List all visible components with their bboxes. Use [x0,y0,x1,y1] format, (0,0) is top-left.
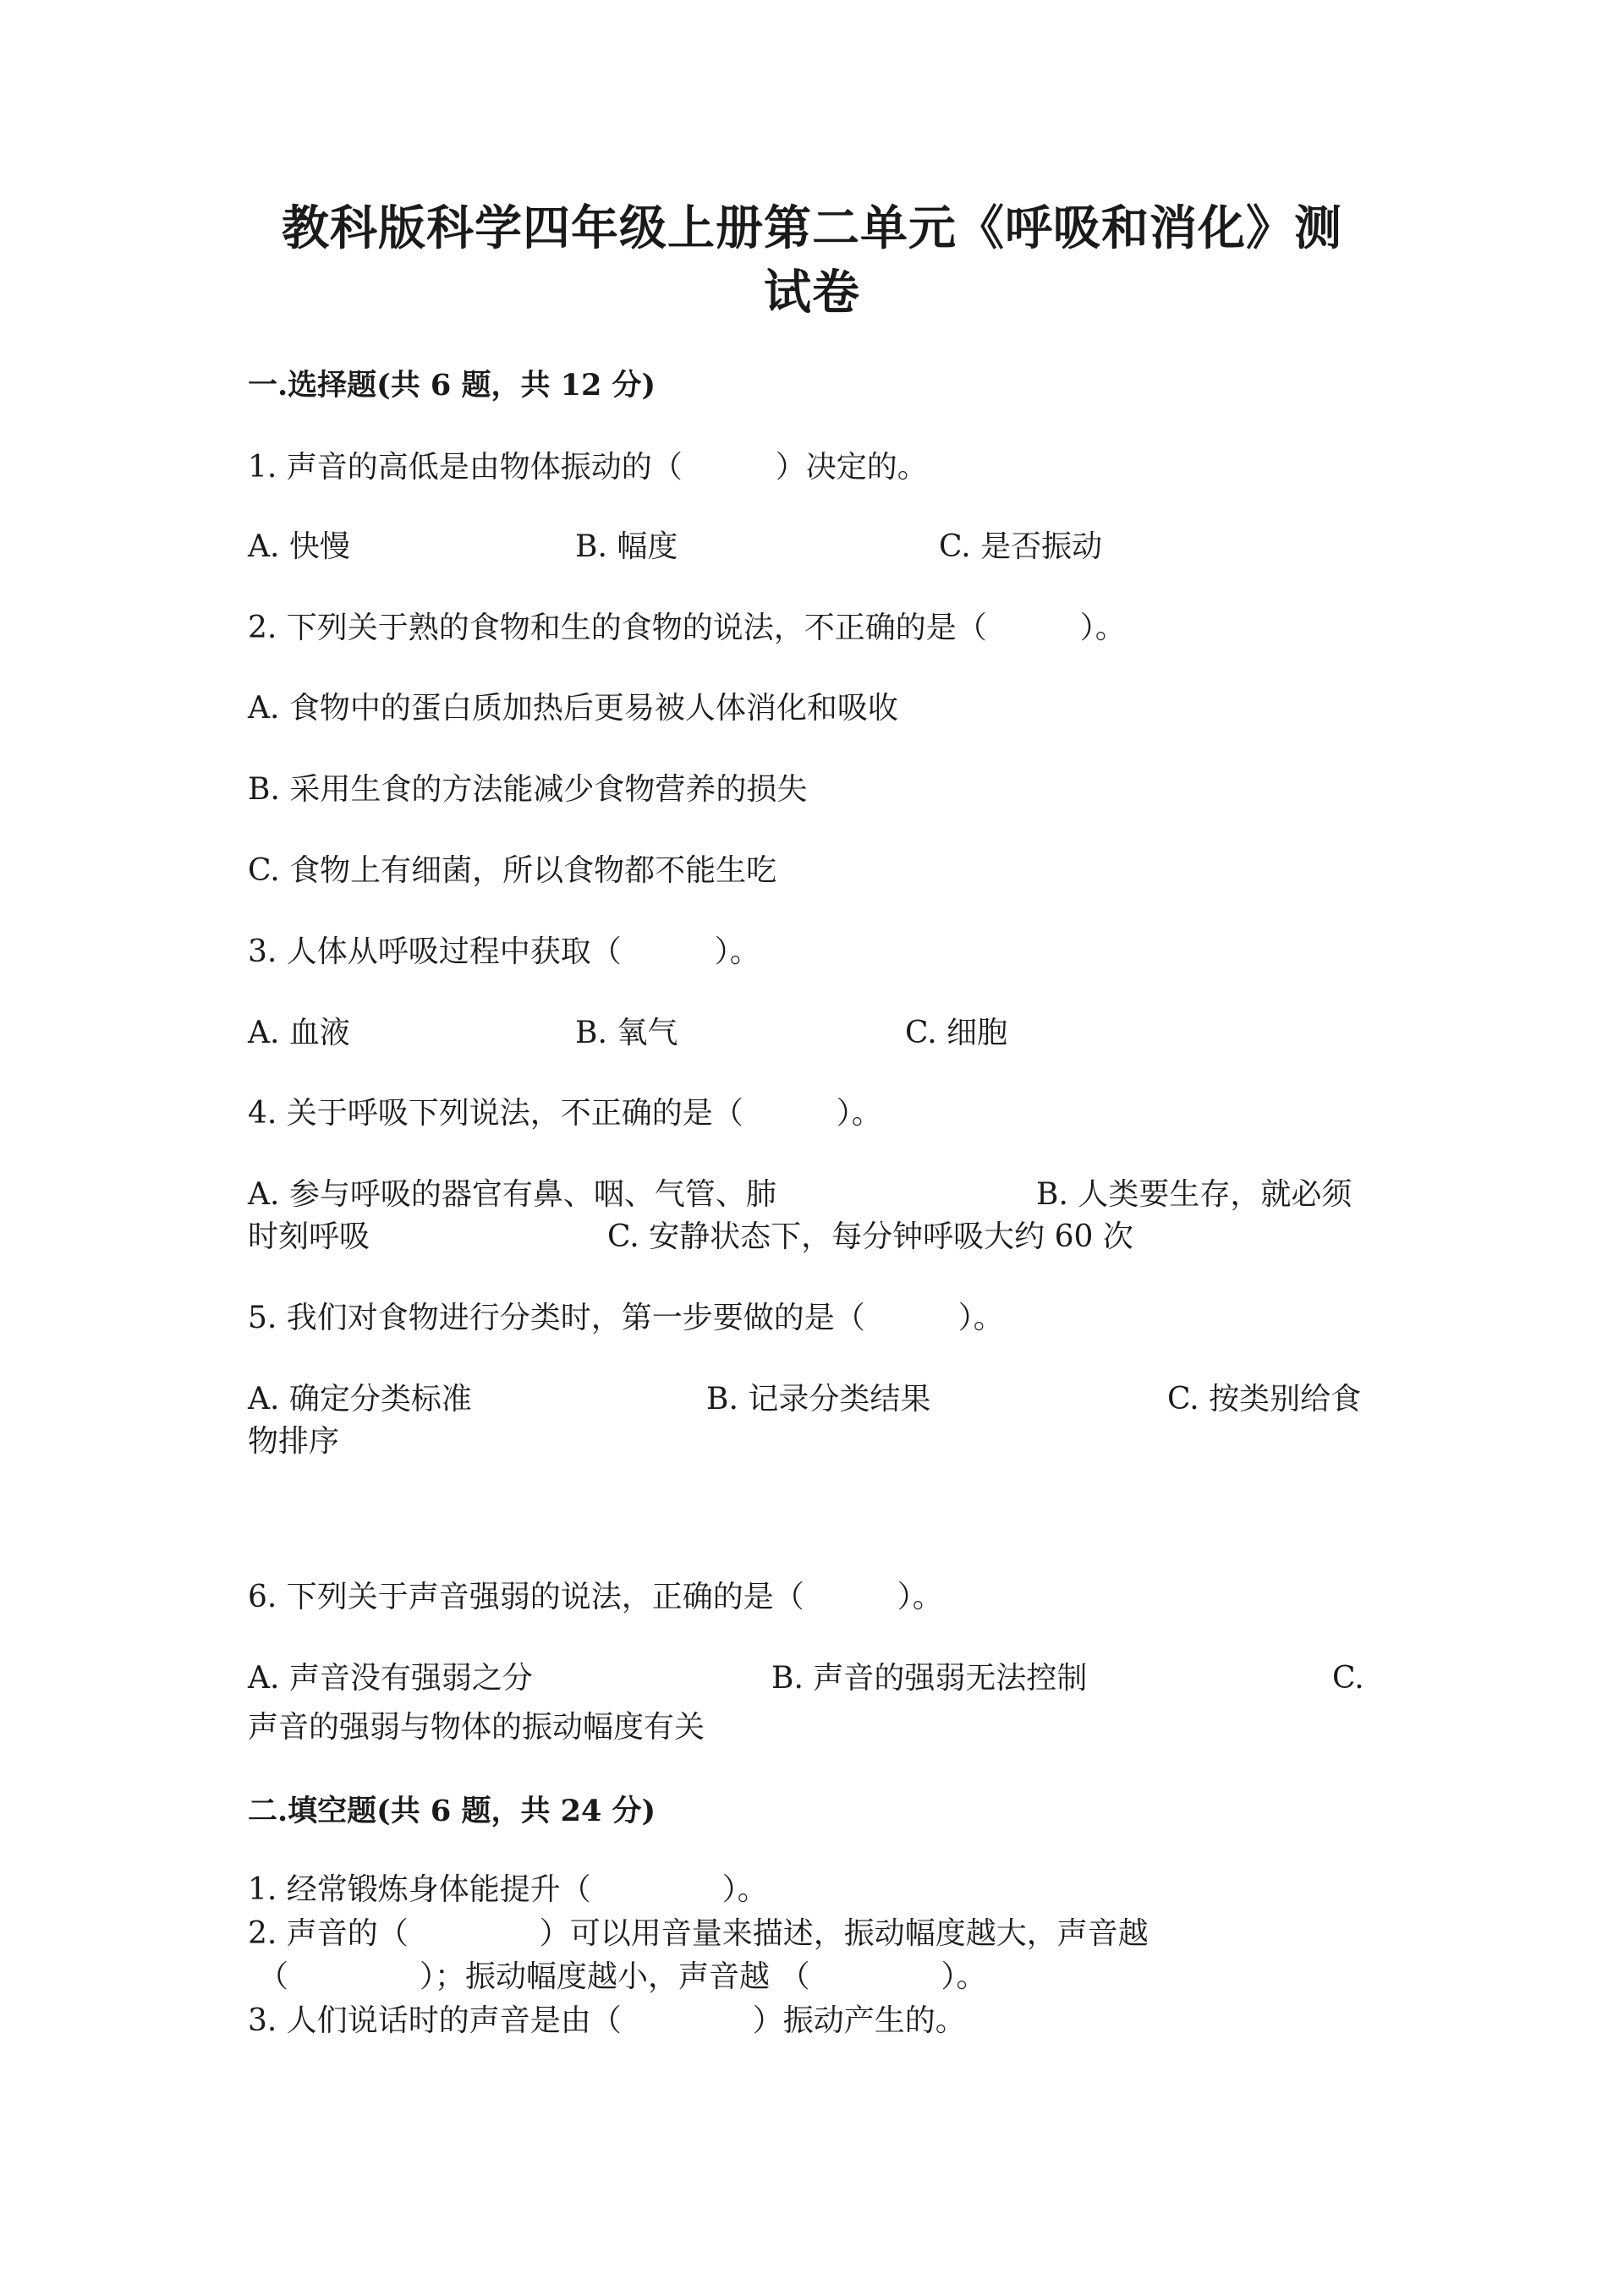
question-6-option-c-continued: 声音的强弱与物体的振动幅度有关 [248,1710,705,1745]
fill-question-1-stem-end: ）。 [721,1872,768,1907]
question-3-option-c: C. 细胞 [905,1016,1008,1050]
fill-question-2-line-2-mid: ）；振动幅度越小，声音越 （ [420,1959,810,1994]
question-5-option-b: B. 记录分类结果 [706,1382,931,1417]
question-4-option-c: C. 安静状态下，每分钟呼吸大约 60 次 [607,1219,1133,1254]
fill-question-2-line-2 [258,1956,986,1998]
question-2-option-c: C. 食物上有细菌，所以食物都不能生吃 [248,853,777,888]
question-3-option-b: B. 氧气 [575,1016,678,1050]
question-6 [248,1576,943,1619]
question-2-stem-end: ）。 [1079,611,1126,645]
paper-title-line-1: 教科版科学四年级上册第二单元《呼吸和消化》测 [282,200,1342,256]
question-5-option-a: A. 确定分类标准 [248,1382,472,1417]
question-4-stem: 4. 关于呼吸下列说法，不正确的是（ [248,1096,743,1131]
section-heading-choice: 一.选择题(共 6 题，共 12 分) [248,368,656,403]
fill-question-1-stem: 1. 经常锻炼身体能提升（ [248,1872,591,1907]
fill-question-3-stem-end: ）振动产生的。 [752,2003,966,2038]
question-5-option-c: C. 按类别给食 [1167,1382,1362,1417]
question-4 [248,1093,882,1135]
question-6-option-b: B. 声音的强弱无法控制 [771,1661,1088,1696]
fill-question-3-stem: 3. 人们说话时的声音是由（ [248,2003,622,2038]
question-6-option-a: A. 声音没有强弱之分 [248,1661,533,1696]
fill-question-2-line-2-end: ）。 [941,1959,987,1994]
question-3-stem: 3. 人体从呼吸过程中获取（ [248,934,622,969]
question-3-stem-end: ）。 [714,934,760,969]
question-2-option-a: A. 食物中的蛋白质加热后更易被人体消化和吸收 [248,691,898,726]
fill-question-3 [248,2000,966,2042]
question-5-stem: 5. 我们对食物进行分类时，第一步要做的是（ [248,1301,865,1335]
question-2-stem: 2. 下列关于熟的食物和生的食物的说法，不正确的是（ [248,611,987,645]
question-3-option-a: A. 血液 [248,1016,350,1050]
question-6-option-c: C. [1332,1661,1364,1696]
question-1-stem: 1. 声音的高低是由物体振动的（ [248,450,683,485]
question-4-option-b: B. 人类要生存，就必须 [1036,1177,1352,1212]
question-4-stem-end: ）。 [836,1096,882,1131]
section-heading-fill-in: 二.填空题(共 6 题，共 24 分) [248,1794,656,1828]
question-1-option-a: A. 快慢 [248,529,350,564]
question-5 [248,1297,1004,1340]
question-4-option-a: A. 参与呼吸的器官有鼻、咽、气管、肺 [248,1177,776,1212]
fill-question-2-bracket-open: （ [258,1959,289,1994]
fill-question-1 [248,1869,768,1911]
paper-title [237,196,1387,325]
question-2-option-b: B. 采用生食的方法能减少食物营养的损失 [248,772,808,807]
fill-question-2-stem: 2. 声音的（ [248,1916,409,1951]
question-1-option-b: B. 幅度 [575,529,678,564]
question-6-stem-end: ）。 [897,1580,943,1614]
question-6-stem: 6. 下列关于声音强弱的说法，正确的是（ [248,1580,804,1614]
question-1-option-c: C. 是否振动 [939,529,1103,564]
fill-question-2-stem-mid: ）可以用音量来描述，振动幅度越大，声音越 [539,1916,1149,1951]
question-3 [248,931,760,973]
question-5-option-c-continued: 物排序 [248,1424,340,1459]
question-1-stem-end: ）决定的。 [775,450,928,485]
question-4-option-b-continued: 时刻呼吸 [248,1219,370,1254]
question-1 [248,447,928,489]
fill-question-2 [248,1913,1149,1955]
question-2 [248,607,1126,649]
question-5-stem-end: ）。 [957,1301,1004,1335]
paper-title-line-2: 试卷 [764,265,860,321]
